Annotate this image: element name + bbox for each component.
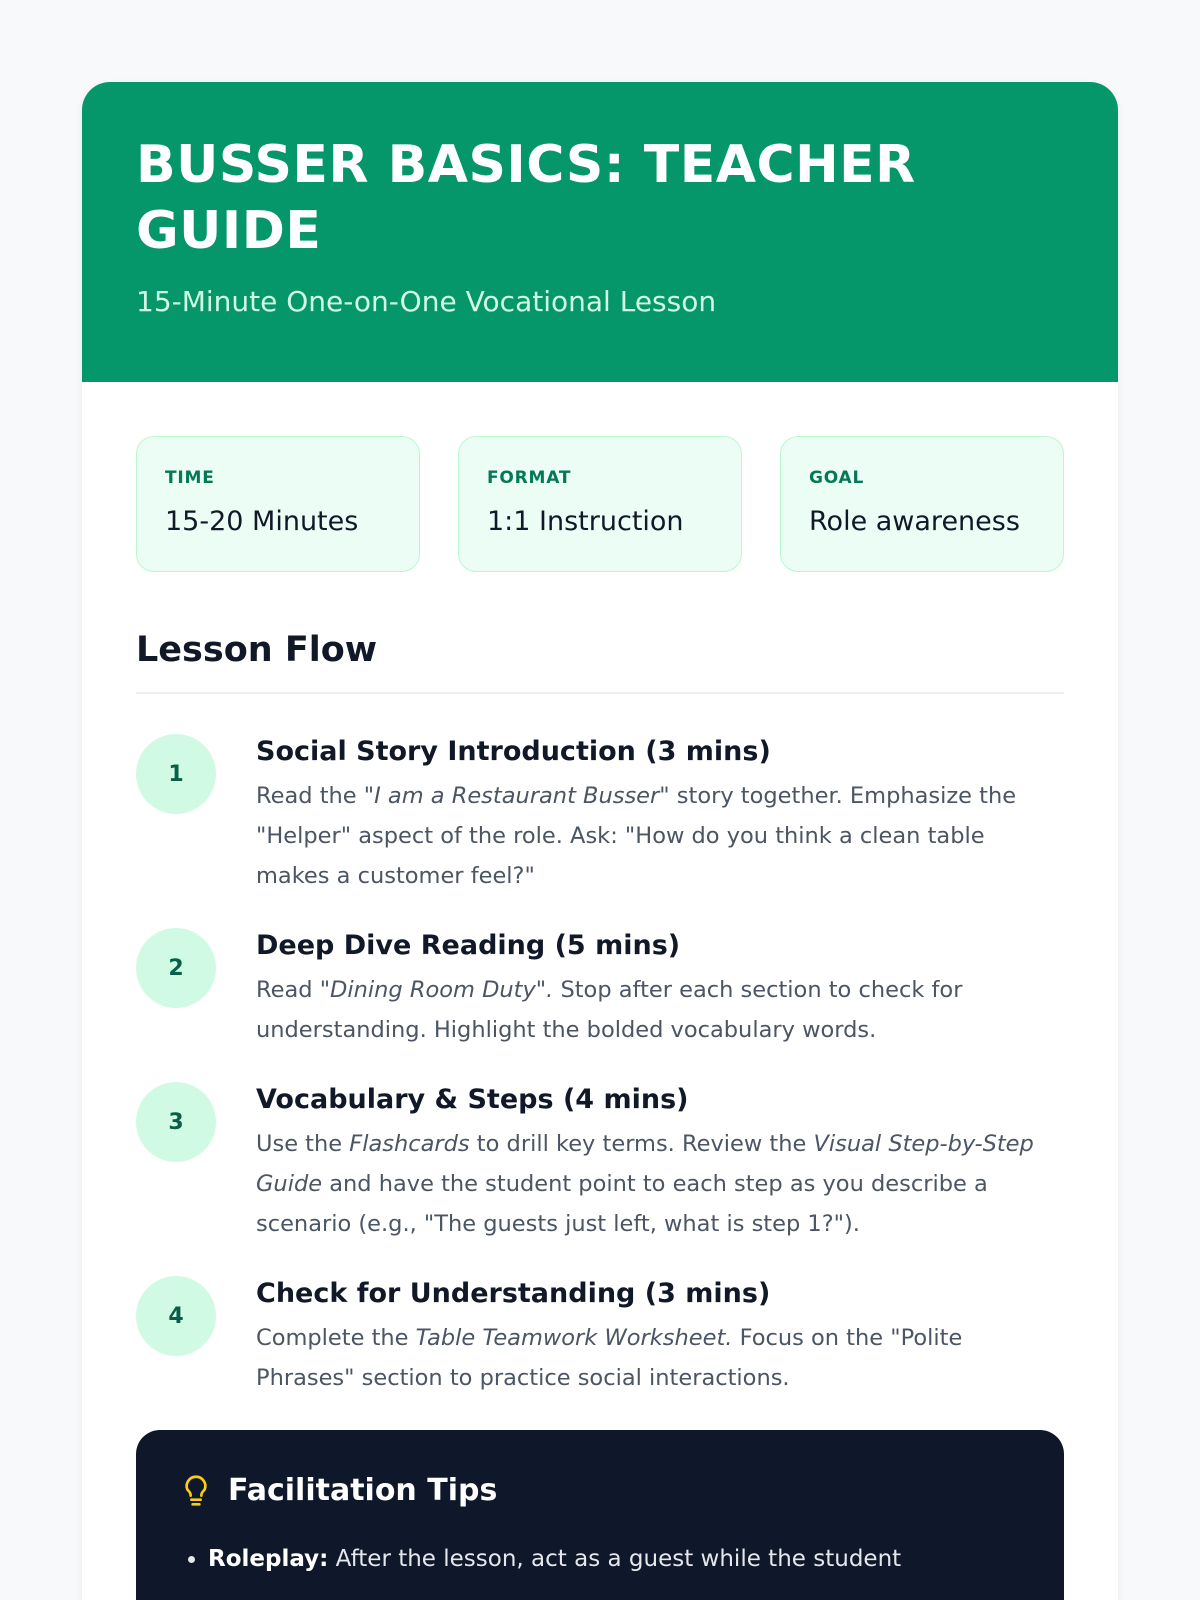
lesson-step — [136, 1082, 1064, 1244]
step-desc-text: and have the student point to each step as you describe a scenario (e.g., "The guests just left, what is step 1?"). — [256, 1171, 988, 1237]
info-value: 15-20 Minutes — [165, 506, 359, 537]
tip-label: Roleplay: — [208, 1546, 329, 1572]
page-subtitle: 15-Minute One-on-One Vocational Lesson — [136, 285, 717, 318]
step-title: Check for Understanding (3 mins) — [256, 1278, 771, 1309]
lesson-step — [136, 928, 1064, 1050]
step-desc-text: Complete the — [256, 1325, 416, 1351]
section-title-lesson-flow: Lesson Flow — [136, 628, 1064, 694]
step-description — [256, 776, 1064, 896]
step-description — [256, 970, 1064, 1050]
step-desc-emphasis: "Dining Room Duty". — [319, 977, 554, 1003]
step-desc-text: Use the — [256, 1131, 350, 1157]
step-number-badge: 2 — [136, 928, 216, 1008]
lightbulb-icon — [180, 1470, 212, 1512]
step-desc-emphasis: Table Teamwork Worksheet. — [415, 1325, 733, 1351]
info-label: TIME — [165, 468, 215, 488]
facilitation-tips-panel — [136, 1430, 1064, 1600]
guide-header — [82, 82, 1118, 382]
lesson-step — [136, 734, 1064, 896]
step-desc-emphasis: Flashcards — [349, 1131, 470, 1157]
lesson-steps — [136, 734, 1064, 1398]
info-box-goal — [780, 436, 1064, 572]
info-value: 1:1 Instruction — [487, 506, 684, 537]
step-description — [256, 1124, 1064, 1244]
info-box-format — [458, 436, 742, 572]
tip-text: After the lesson, act as a guest while the student — [328, 1546, 902, 1572]
step-desc-text: Stop after each section to check for understanding. Highlight the bolded vocabulary words. — [256, 977, 963, 1043]
info-row — [136, 436, 1064, 572]
step-number-badge: 1 — [136, 734, 216, 814]
info-value: Role awareness — [809, 506, 1020, 537]
info-box-time — [136, 436, 420, 572]
step-title: Deep Dive Reading (5 mins) — [256, 930, 681, 961]
step-desc-text: Read — [256, 977, 320, 1003]
lesson-step — [136, 1276, 1064, 1398]
step-title: Vocabulary & Steps (4 mins) — [256, 1084, 689, 1115]
step-desc-text: to drill key terms. Review the — [469, 1131, 814, 1157]
page-title: BUSSER BASICS: TEACHER GUIDE — [136, 135, 916, 261]
step-desc-emphasis: Visual Step-by-Step Guide — [256, 1131, 1034, 1197]
step-desc-text: Focus on the "Polite Phrases" section to practice social interactions. — [256, 1325, 963, 1391]
step-number-badge: 4 — [136, 1276, 216, 1356]
step-content — [256, 1082, 1064, 1244]
step-number-badge: 3 — [136, 1082, 216, 1162]
info-label: FORMAT — [487, 468, 572, 488]
step-description — [256, 1318, 1064, 1398]
tip-item — [208, 1542, 1020, 1576]
tips-header — [180, 1470, 1020, 1512]
step-desc-text: story together. Emphasize the "Helper" aspect of the role. Ask: "How do you think a clean table makes a customer feel?" — [256, 783, 1017, 889]
step-content — [256, 734, 1064, 896]
step-desc-text: Read the — [256, 783, 364, 809]
info-label: GOAL — [809, 468, 865, 488]
tips-title: Facilitation Tips — [228, 1473, 498, 1508]
step-desc-emphasis: "I am a Restaurant Busser" — [363, 783, 670, 809]
guide-body — [82, 382, 1118, 1600]
step-content — [256, 928, 1064, 1050]
teacher-guide-card — [82, 82, 1118, 1600]
step-title: Social Story Introduction (3 mins) — [256, 736, 771, 767]
step-content — [256, 1276, 1064, 1398]
tips-list — [180, 1542, 1020, 1576]
